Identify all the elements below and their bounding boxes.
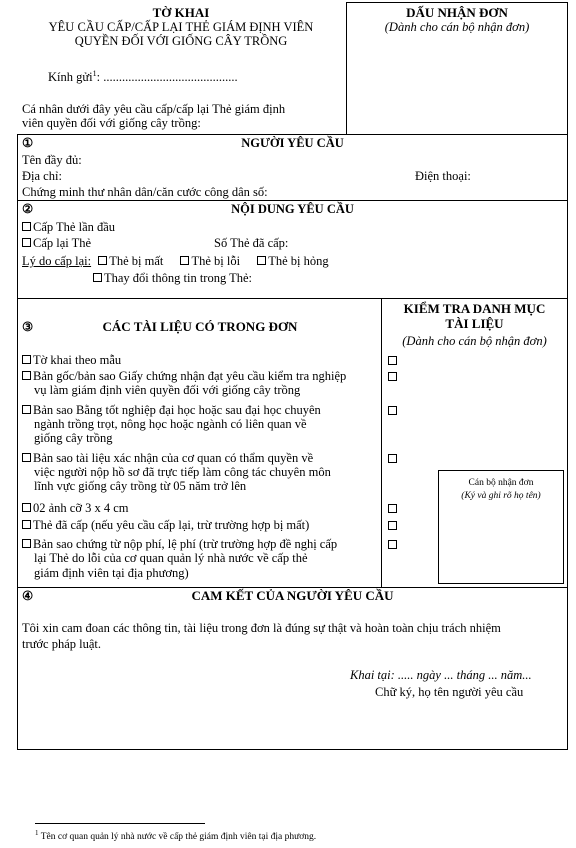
address-field[interactable]: Địa chỉ: [22,169,62,183]
reissue-option[interactable] [22,236,91,250]
frame-top-right [346,2,568,3]
check-title-2: TÀI LIỆU [445,316,504,331]
doc-3-line-2: ngành trồng trọt, nông học hoặc ngành có liên quan về [34,417,307,431]
checkbox[interactable] [22,453,31,462]
reason-label: Lý do cấp lại: [22,254,92,268]
section2-number: ② [22,202,34,216]
recipient-footnote-mark: 1 [92,69,97,78]
doc-3-line-1: Bản sao Bằng tốt nghiệp đại học hoặc sau đại học chuyên [33,403,321,417]
place-date[interactable]: Khai tại: ..... ngày ... tháng ... năm... [350,668,532,682]
signature-label: Chữ ký, họ tên người yêu cầu [375,685,524,699]
checkbox[interactable] [22,405,31,414]
divider-sec3 [17,298,568,299]
reason-damaged-label: Thẻ bị hỏng [268,254,329,268]
checkbox[interactable] [22,238,31,247]
check-subtitle: (Dành cho cán bộ nhận đơn) [402,334,547,348]
doc-7-line-2: lại Thẻ do lỗi của cơ quan quản lý nhà nước về cấp thẻ [34,551,308,565]
card-number-field[interactable]: Số Thẻ đã cấp: [214,236,289,250]
recipient-dots: : ........................................... [96,70,238,85]
check-doc-5[interactable] [388,504,397,513]
reason-lost-label: Thẻ bị mất [109,254,164,268]
doc-2-line-2: vụ làm giám định viên quyền đối với giống cây trồng [34,383,301,397]
doc-1 [22,353,121,367]
footnote [35,828,316,843]
officer-subtitle: (Ký và ghi rõ họ tên) [461,491,541,501]
reissue-label: Cấp lại Thẻ [33,236,92,250]
section4-number: ④ [22,589,34,603]
doc-7-line-3: giám định viên tại địa phương) [34,566,189,580]
doc-6 [22,518,309,532]
reason-change-option[interactable] [93,271,252,285]
form-subtitle-1: YÊU CẦU CẤP/CẤP LẠI THẺ GIÁM ĐỊNH VIÊN [48,20,314,34]
check-doc-4[interactable] [388,454,397,463]
doc-6-label: Thẻ đã cấp (nếu yêu cầu cấp lại, trừ trường hợp bị mất) [33,518,310,532]
section2-title: NỘI DUNG YÊU CẦU [231,202,354,216]
first-issue-option[interactable] [22,220,115,234]
check-doc-3[interactable] [388,406,397,415]
check-doc-2[interactable] [388,372,397,381]
doc-3 [22,403,321,417]
doc-5 [22,501,128,515]
phone-field[interactable]: Điện thoại: [415,169,471,183]
reason-change-label: Thay đổi thông tin trong Thẻ: [104,271,253,285]
first-issue-label: Cấp Thẻ lần đầu [33,220,116,234]
check-doc-1[interactable] [388,356,397,365]
checkbox[interactable] [22,222,31,231]
doc-1-label: Tờ khai theo mẫu [33,353,122,367]
recipient-line[interactable] [48,67,238,84]
section4-title: CAM KẾT CỦA NGƯỜI YÊU CẦU [191,588,394,603]
form-subtitle-2: QUYỀN ĐỐI VỚI GIỐNG CÂY TRỒNG [74,34,288,48]
checkbox[interactable] [22,503,31,512]
frame-bottom [17,749,568,750]
doc-2-line-1: Bản gốc/bản sao Giấy chứng nhận đạt yêu cầu kiểm tra nghiệp [33,369,347,383]
doc-4-line-3: lĩnh vực giống cây trồng từ 05 năm trở lên [34,479,247,493]
full-name-field[interactable]: Tên đầy đủ: [22,153,82,167]
id-card-field[interactable]: Chứng minh thư nhân dân/căn cước công dân số: [22,185,268,199]
check-doc-7[interactable] [388,540,397,549]
intro-line-2: viên quyền đối với giống cây trồng: [22,116,201,130]
check-doc-6[interactable] [388,521,397,530]
form-title: TỜ KHAI [152,5,210,20]
footnote-number: 1 [35,829,39,837]
section3-number: ③ [22,320,34,334]
checkbox[interactable] [22,520,31,529]
commitment-line-2: trước pháp luật. [22,637,101,651]
frame-right [567,2,568,750]
checkbox[interactable] [257,256,266,265]
doc-5-label: 02 ảnh cỡ 3 x 4 cm [33,501,129,515]
footnote-text: Tên cơ quan quản lý nhà nước về cấp thẻ giám định viên tại địa phương. [40,832,317,843]
section3-title: CÁC TÀI LIỆU CÓ TRONG ĐƠN [102,319,298,334]
frame-left [17,134,18,750]
doc-4-line-1: Bản sao tài liệu xác nhận của cơ quan có thẩm quyền về [33,451,314,465]
intro-line-1: Cá nhân dưới đây yêu cầu cấp/cấp lại Thẻ giám định [22,102,286,116]
divider-sec1 [17,134,568,135]
divider-sec2 [17,200,568,201]
commitment-line-1: Tôi xin cam đoan các thông tin, tài liệu trong đơn là đúng sự thật và hoàn toàn chịu trách nhiệm [22,621,501,635]
reason-error-label: Thẻ bị lỗi [191,254,241,268]
section1-number: ① [22,136,34,150]
section1-title: NGƯỜI YÊU CẦU [241,136,344,150]
footnote-rule [35,823,205,824]
check-title-1: KIỂM TRA DANH MỤC [403,301,546,316]
reason-row [22,254,329,268]
recipient-label: Kính gửi [48,70,93,85]
checkbox[interactable] [22,355,31,364]
checkbox[interactable] [98,256,107,265]
checkbox[interactable] [180,256,189,265]
checkbox[interactable] [22,371,31,380]
stamp-box-title: DẤU NHẬN ĐƠN [406,5,508,20]
doc-4-line-2: việc người nộp hồ sơ đã trực tiếp làm công tác chuyên môn [34,465,331,479]
doc-7 [22,537,337,551]
doc-2 [22,369,346,383]
doc-4 [22,451,313,465]
officer-title: Cán bộ nhận đơn [468,478,534,488]
doc-7-line-1: Bản sao chứng từ nộp phí, lệ phí (trừ trường hợp đề nghị cấp [33,537,338,551]
doc-3-line-3: giống cây trồng [34,431,113,445]
checkbox[interactable] [93,273,102,282]
checkbox[interactable] [22,539,31,548]
stamp-box-subtitle: (Dành cho cán bộ nhận đơn) [384,20,530,34]
